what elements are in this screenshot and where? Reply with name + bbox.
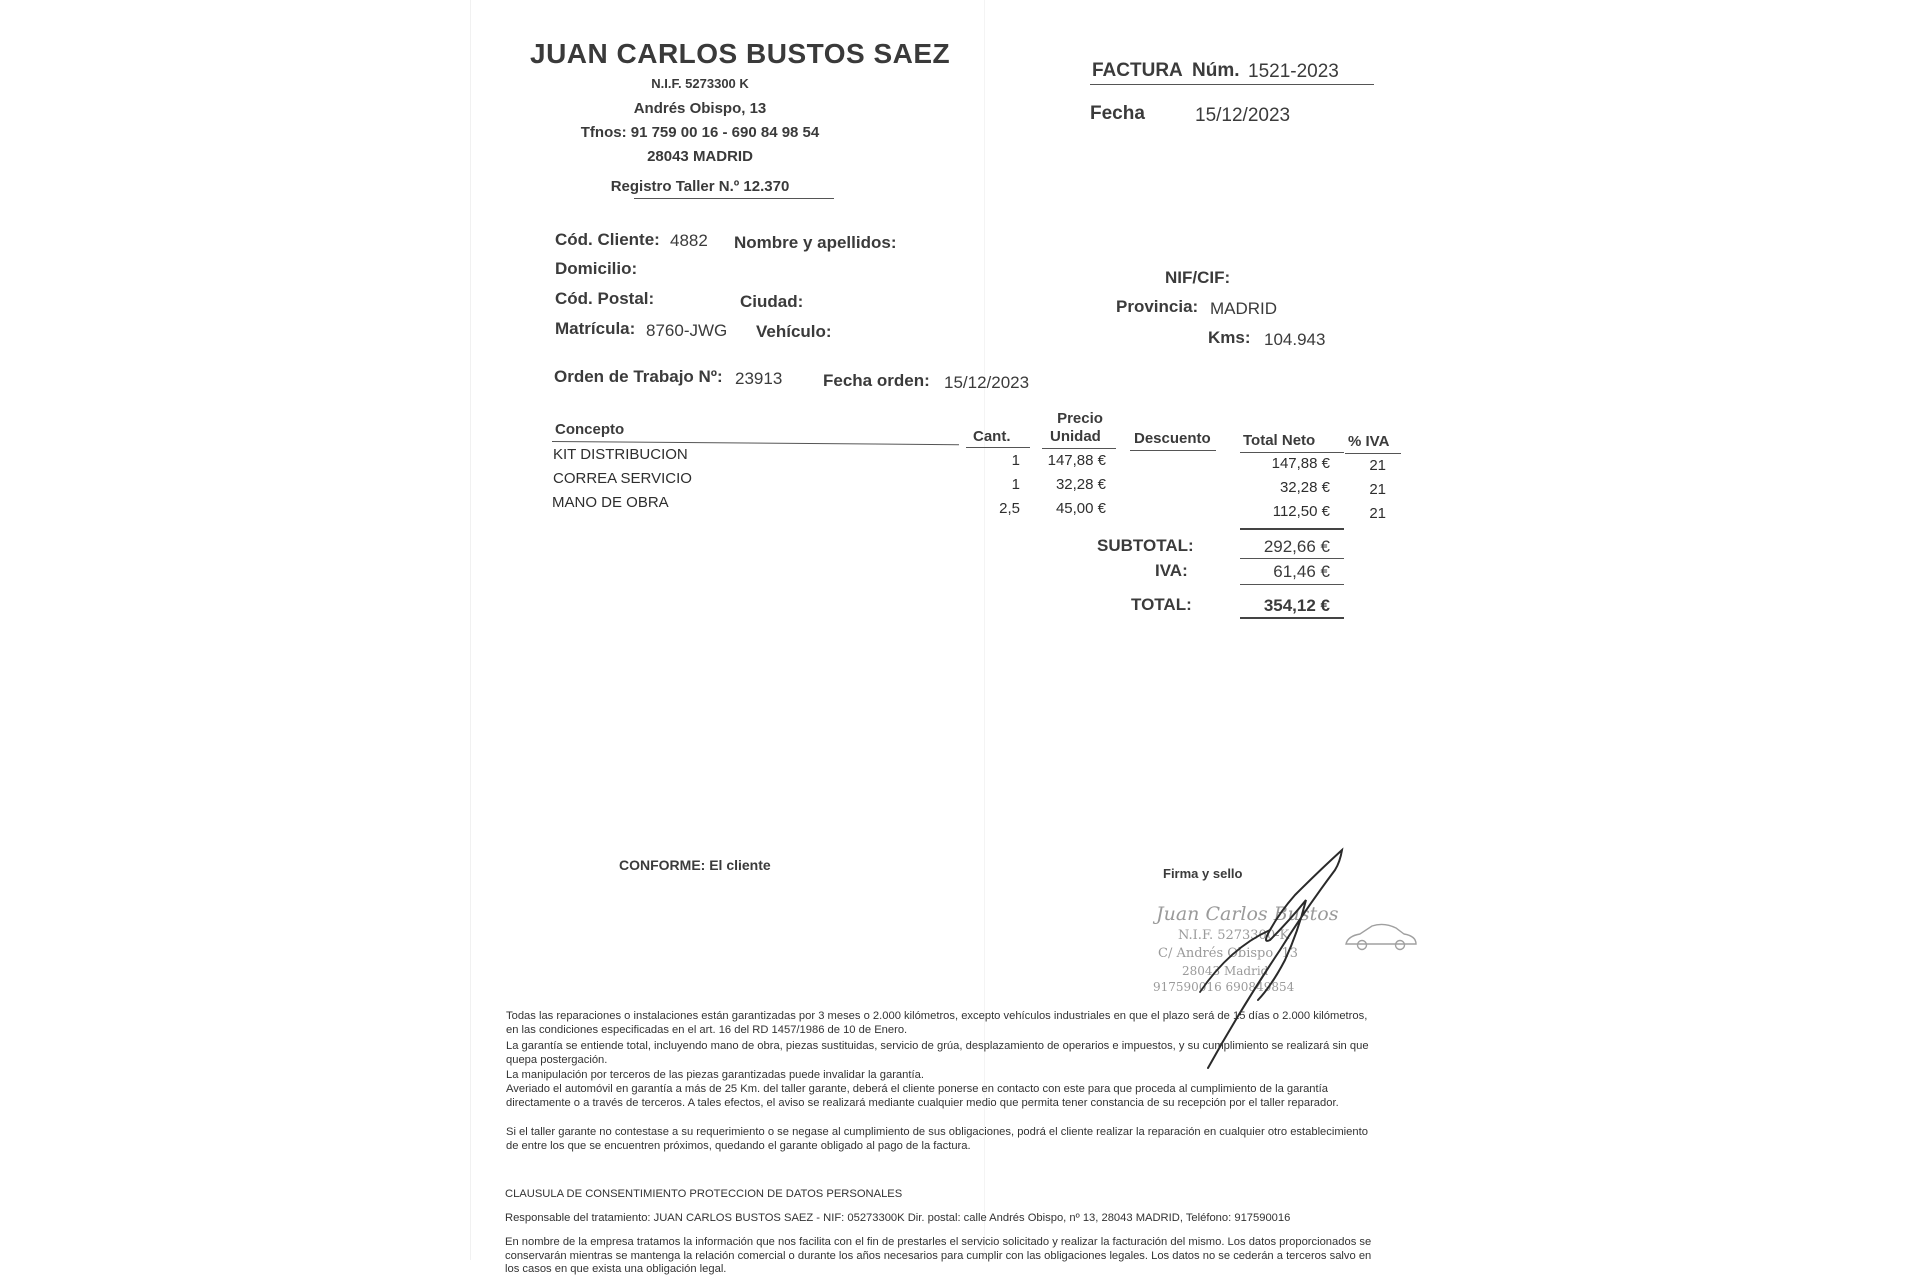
- scan-edge-left: [470, 0, 471, 1260]
- client-postal-label: Cód. Postal:: [555, 289, 655, 308]
- col-qty-header: Cant.: [973, 428, 1011, 445]
- client-vehicle-label: Vehículo:: [756, 322, 832, 341]
- row-vat: 21: [1369, 457, 1386, 474]
- privacy-title: CLAUSULA DE CONSENTIMIENTO PROTECCION DE DATOS PERSONALES: [505, 1188, 903, 1200]
- company-nif: N.I.F. 5273300 K: [651, 76, 749, 91]
- order-number: 23913: [735, 369, 783, 388]
- legal-warranty-1: Todas las reparaciones o instalaciones están garantizadas por 3 meses o 2.000 kilómetros, excepto vehículos industriales en que el plazo será de 15 días o 2.000 kilómetros, en las condiciones especificadas en el art. 16 del RD 1457/1986 de 10 de Enero.: [506, 1010, 1368, 1036]
- row-concept: MANO DE OBRA: [552, 494, 669, 511]
- client-code-label: Cód. Cliente:: [555, 230, 660, 249]
- col-price-header-1: Precio: [1057, 410, 1103, 427]
- col-vat-header: % IVA: [1348, 433, 1390, 450]
- invoice-number: 1521-2023: [1248, 61, 1339, 82]
- row-vat: 21: [1369, 505, 1386, 522]
- row-price: 147,88 €: [1047, 452, 1106, 469]
- client-kms-label: Kms:: [1208, 328, 1251, 347]
- iva-label: IVA:: [1155, 561, 1188, 580]
- stamp-name: Juan Carlos Bustos: [1156, 903, 1339, 925]
- row-price: 32,28 €: [1055, 476, 1106, 493]
- client-city-label: Ciudad:: [740, 292, 804, 311]
- row-concept: CORREA SERVICIO: [553, 470, 692, 487]
- stamp-address: C/ Andrés Obispo, 13: [1158, 946, 1299, 961]
- col-concept-header: Concepto: [555, 421, 625, 438]
- net-header-underline: [1240, 452, 1344, 453]
- registry-underline: [634, 198, 834, 199]
- order-date-label: Fecha orden:: [823, 371, 930, 390]
- stamp-city: 28043 Madrid: [1182, 964, 1269, 978]
- stamp-nif: N.I.F. 5273300-K: [1178, 928, 1290, 943]
- workshop-signature-label: Firma y sello: [1163, 866, 1243, 881]
- price-header-underline: [1042, 448, 1116, 449]
- client-address-label: Domicilio:: [555, 259, 638, 278]
- client-nif-label: NIF/CIF:: [1165, 268, 1231, 287]
- legal-warranty-2: La garantía se entiende total, incluyendo mano de obra, piezas sustituidas, servicio de grúa, desplazamiento de operarios e impuestos, y su cumplimiento se realizará sin que quepa postergación.: [506, 1040, 1369, 1066]
- row-concept: KIT DISTRIBUCION: [553, 446, 688, 463]
- qty-header-underline: [966, 447, 1030, 448]
- company-name: JUAN CARLOS BUSTOS SAEZ: [530, 38, 951, 69]
- row-vat: 21: [1369, 481, 1386, 498]
- client-plate-label: Matrícula:: [555, 319, 636, 338]
- col-price-header-2: Unidad: [1050, 428, 1101, 445]
- row-net: 112,50 €: [1272, 503, 1330, 520]
- iva-rule: [1240, 558, 1344, 559]
- client-province: MADRID: [1210, 299, 1278, 318]
- total-rule: [1240, 584, 1344, 585]
- row-net: 147,88 €: [1271, 455, 1330, 472]
- company-city: 28043 MADRID: [647, 148, 753, 165]
- privacy-responsible: Responsable del tratamiento: JUAN CARLOS BUSTOS SAEZ - NIF: 05273300K Dir. postal: calle Andrés Obispo, nº 13, 28043 MADRID, Teléfono: 917590016: [505, 1212, 1291, 1224]
- row-qty: 2,5: [999, 500, 1020, 517]
- total-label: TOTAL:: [1131, 595, 1192, 614]
- legal-warranty-5: Si el taller garante no contestase a su requerimiento o se negase al cumplimiento de sus obligaciones, podrá el cliente realizar la reparación en cualquier otro establecimiento de entre los que se encuentren próximos, quedando el garante obligado al pago de la factura.: [506, 1126, 1368, 1152]
- client-signature-label: CONFORME: El cliente: [619, 857, 771, 873]
- row-net: 32,28 €: [1279, 479, 1330, 496]
- invoice-underline: [1090, 84, 1374, 85]
- subtotal-label: SUBTOTAL:: [1097, 536, 1194, 555]
- client-code: 4882: [670, 231, 708, 250]
- invoice-label: FACTURA: [1092, 60, 1183, 81]
- invoice-date: 15/12/2023: [1195, 105, 1291, 126]
- subtotal-value: 292,66 €: [1263, 537, 1330, 556]
- vat-header-underline: [1345, 453, 1401, 454]
- invoice-num-label: Núm.: [1192, 60, 1240, 81]
- stamp-phones: 917590016 690849854: [1153, 980, 1295, 994]
- col-net-header: Total Neto: [1243, 432, 1316, 449]
- discount-header-underline: [1130, 450, 1216, 451]
- concept-header-underline: [552, 441, 959, 445]
- client-name-label: Nombre y apellidos:: [734, 233, 897, 252]
- row-qty: 1: [1011, 476, 1020, 493]
- col-discount-header: Descuento: [1134, 430, 1211, 447]
- total-value: 354,12 €: [1263, 596, 1330, 615]
- subtotal-rule: [1240, 528, 1344, 530]
- iva-value: 61,46 €: [1273, 562, 1330, 581]
- legal-warranty-3: La manipulación por terceros de las piezas garantizadas puede invalidar la garantía.: [506, 1069, 924, 1081]
- client-province-label: Provincia:: [1116, 297, 1199, 316]
- privacy-body: En nombre de la empresa tratamos la información que nos facilita con el fin de prestarles el servicio solicitado y realizar la facturación del mismo. Los datos proporcionados se conservarán mientras se mantenga la relación comercial o durante los años necesarios para cumplir con las obligaciones legales. Los datos no se cederán a terceros salvo en los casos en que exista una obligación legal.: [505, 1236, 1372, 1275]
- invoice-date-label: Fecha: [1090, 103, 1145, 124]
- order-date: 15/12/2023: [944, 373, 1030, 392]
- client-plate: 8760-JWG: [646, 321, 728, 340]
- invoice-page: [470, 0, 1455, 1275]
- legal-warranty-4: Averiado el automóvil en garantía a más de 25 Km. del taller garante, deberá el cliente ponerse en contacto con este para que proceda al cumplimiento de la garantía directamente o a través de terceros. A tales efectos, el aviso se realizará mediante cualquier medio que permita tener constancia de su recepción por el taller reparador.: [506, 1083, 1339, 1109]
- total-underline: [1240, 617, 1344, 619]
- company-registry: Registro Taller N.º 12.370: [610, 178, 790, 195]
- row-qty: 1: [1011, 452, 1020, 469]
- company-address: Andrés Obispo, 13: [633, 100, 767, 117]
- client-kms: 104.943: [1264, 330, 1326, 349]
- order-label: Orden de Trabajo Nº:: [554, 367, 723, 386]
- row-price: 45,00 €: [1055, 500, 1106, 517]
- company-phones: Tfnos: 91 759 00 16 - 690 84 98 54: [580, 124, 820, 141]
